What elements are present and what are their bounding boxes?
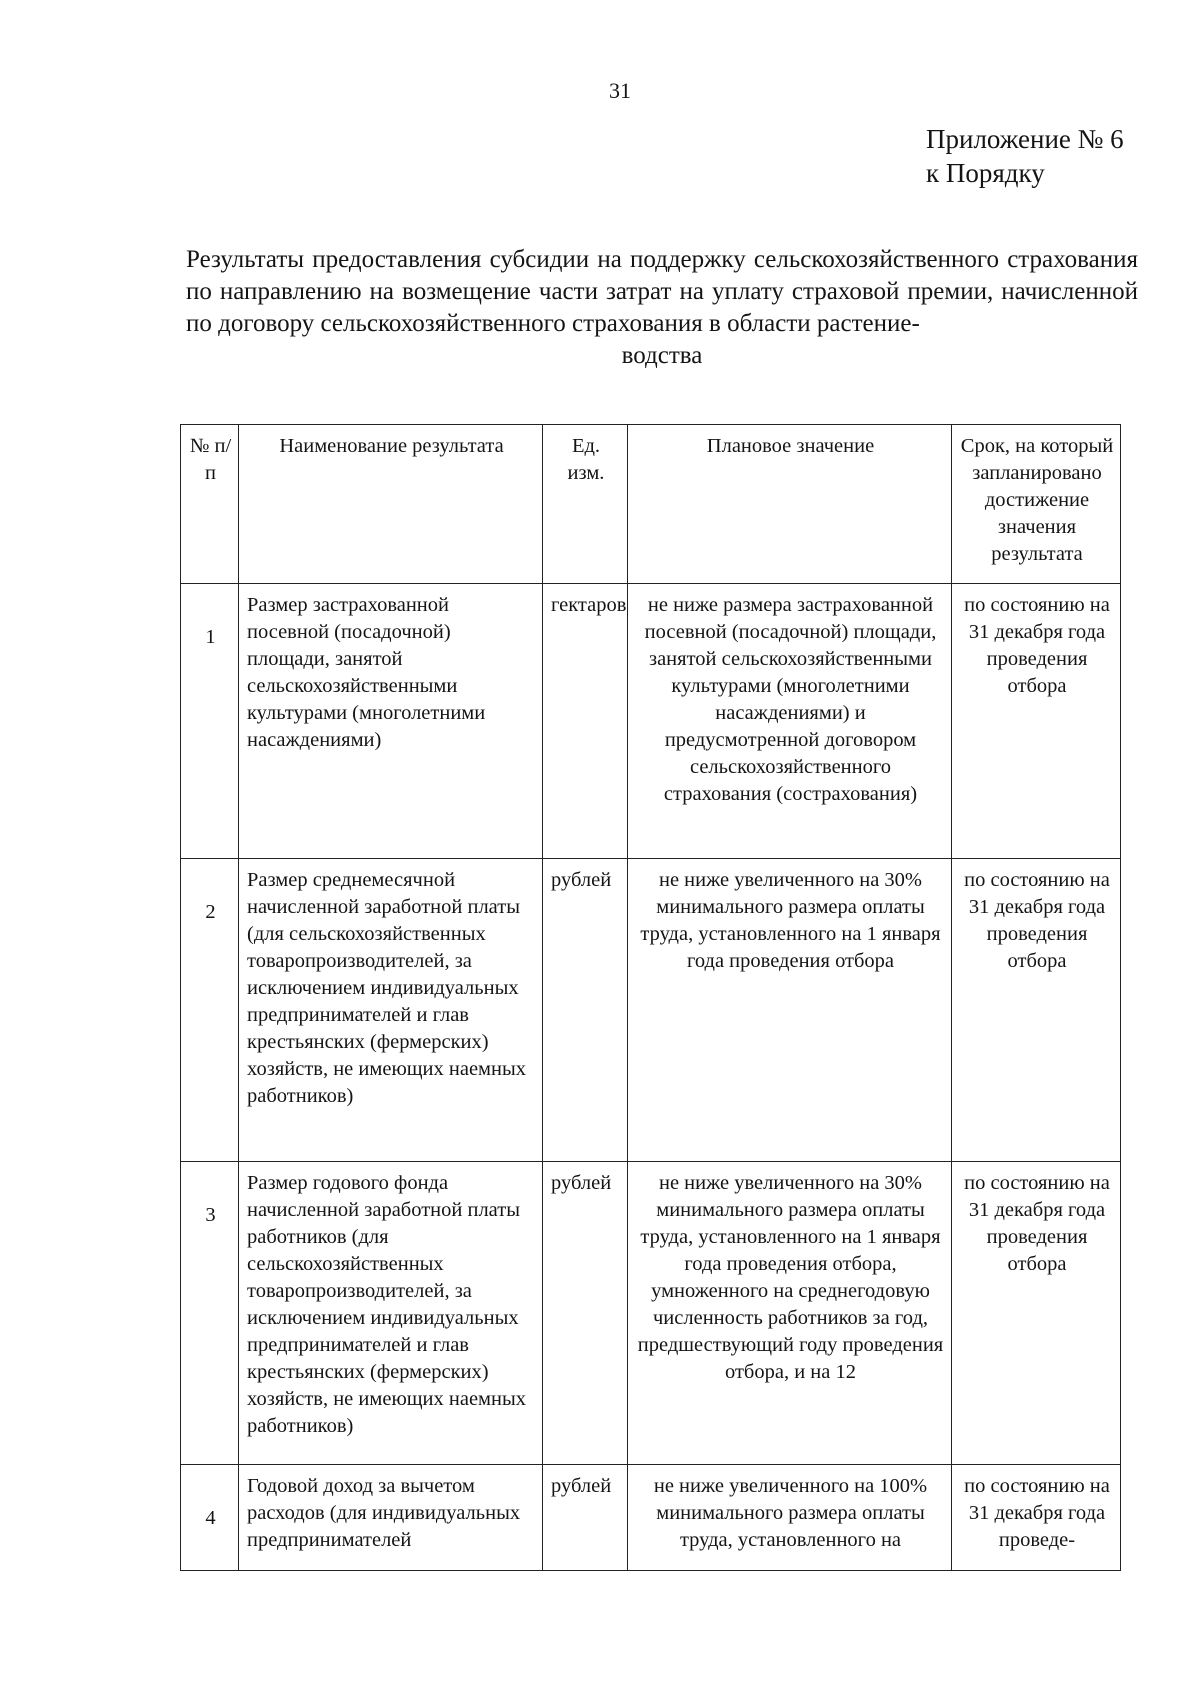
page-number: 31 (609, 78, 631, 103)
row-name: Годовой доход за вычетом расходов (для индивидуальных предпринимателей (239, 1465, 543, 1571)
row-unit: рублей (543, 859, 628, 1162)
row-unit: гектаров (543, 584, 628, 859)
row-plan: не ниже увеличенного на 30% минимального размера оплаты труда, установленного на 1 января года проведения отбора (628, 859, 952, 1162)
table-header-row (181, 425, 1121, 584)
header-term: Срок, на который запланировано достижение значения результата (952, 425, 1121, 584)
row-num: 2 (205, 901, 216, 923)
row-term: по состоянию на 31 декабря года проведе- (952, 1465, 1121, 1571)
table-row (181, 584, 1121, 859)
appendix-note (926, 122, 1124, 190)
row-term: по состоянию на 31 декабря года проведения отбора (952, 1162, 1121, 1465)
row-num-cell (181, 1465, 239, 1571)
row-unit: рублей (543, 1465, 628, 1571)
row-num: 4 (205, 1507, 216, 1529)
row-term: по состоянию на 31 декабря года проведения отбора (952, 859, 1121, 1162)
row-num-cell (181, 859, 239, 1162)
row-plan: не ниже размера застрахованной посевной (посадочной) площади, занятой сельскохозяйственными культурами (многолетними насаждениями) и предусмотренной договором сельскохозяйственного страхования (сострахования) (628, 584, 952, 859)
row-name: Размер среднемесячной начисленной заработной платы (для сельскохозяйственных товаропроизводителей, за исключением индивидуальных предпринимателей и глав крестьянских (фермерских) хозяйств, не имеющих наемных работников) (239, 859, 543, 1162)
row-term: по состоянию на 31 декабря года проведения отбора (952, 584, 1121, 859)
row-name: Размер годового фонда начисленной заработной платы работников (для сельскохозяйственных товаропроизводителей, за исключением индивидуальных предпринимателей и глав крестьянских (фермерских) хозяйств, не имеющих наемных работников) (239, 1162, 543, 1465)
row-num-cell (181, 584, 239, 859)
row-num: 1 (205, 626, 216, 648)
title-main: Результаты предоставления субсидии на поддержку сельскохозяйственного страхования по направлению на возмещение части затрат на уплату страховой премии, начисленной по договору сельскохозяйственного страхования в области растение- (186, 246, 1138, 337)
header-name: Наименование результата (239, 425, 543, 584)
document-title (186, 244, 1138, 372)
row-unit: рублей (543, 1162, 628, 1465)
header-num: № п/п (181, 425, 239, 584)
header-unit: Ед. изм. (543, 425, 628, 584)
title-last-line: водства (621, 342, 703, 369)
header-plan: Плановое значение (628, 425, 952, 584)
table-row (181, 1465, 1121, 1571)
table-row (181, 1162, 1121, 1465)
row-num-cell (181, 1162, 239, 1465)
row-plan: не ниже увеличенного на 30% минимального размера оплаты труда, установленного на 1 января года проведения отбора, умноженного на среднегодовую численность работников за год, предшествующий году проведения отбора, и на 12 (628, 1162, 952, 1465)
row-plan: не ниже увеличенного на 100% минимального размера оплаты труда, установленного на (628, 1465, 952, 1571)
results-table (180, 424, 1121, 1571)
appendix-line-1: Приложение № 6 (926, 124, 1124, 154)
appendix-line-2: к Порядку (926, 158, 1045, 188)
row-name: Размер застрахованной посевной (посадочной) площади, занятой сельскохозяйственными культурами (многолетними насаждениями) (239, 584, 543, 859)
row-num: 3 (205, 1204, 216, 1226)
table-row (181, 859, 1121, 1162)
